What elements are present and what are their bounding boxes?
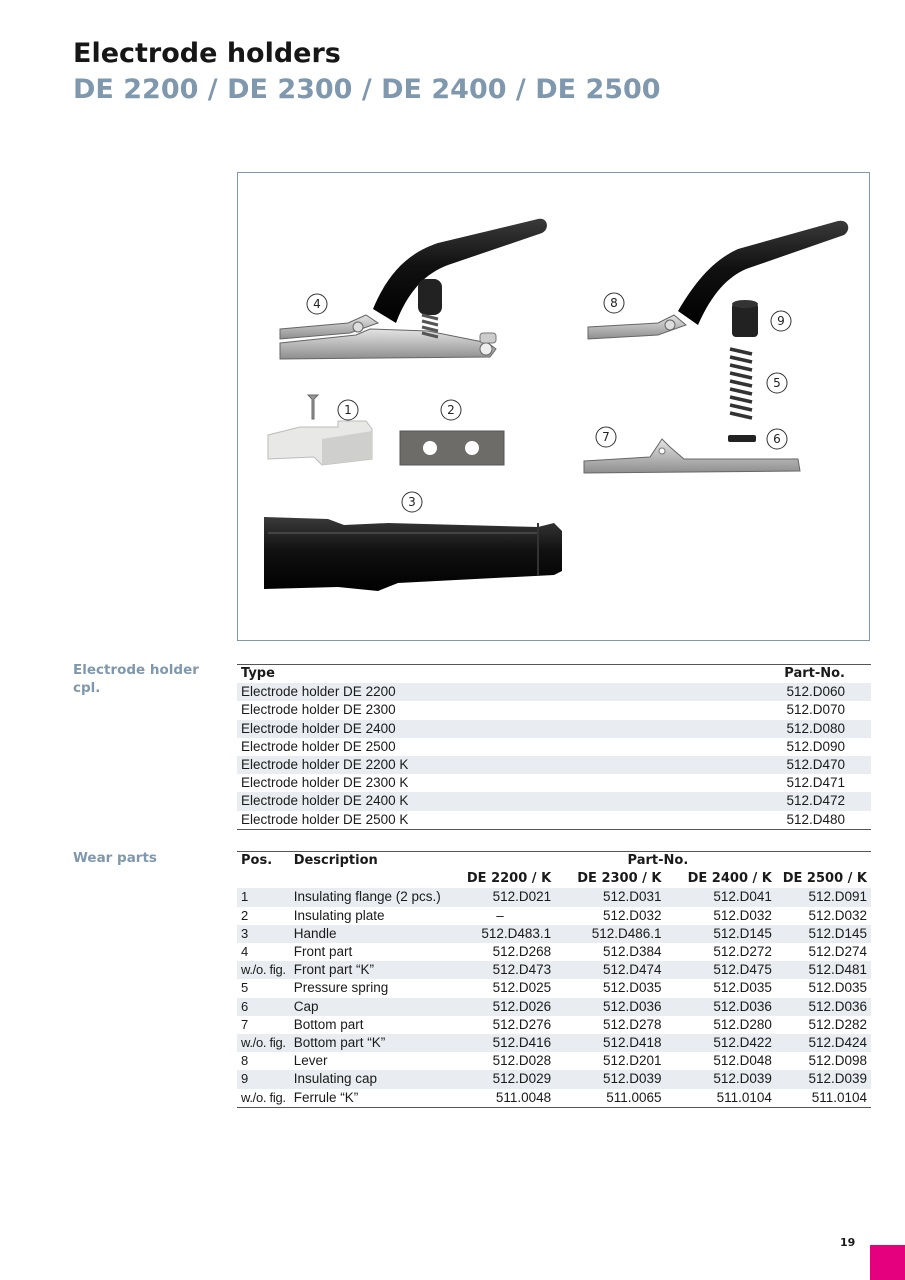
partno-de2400-cell: 512.D422 [666,1034,776,1052]
complete-holders-table [237,664,871,830]
pos-cell: w./o. fig. [237,961,290,979]
lever-part [588,221,848,339]
table-header-row [237,665,871,684]
pos-cell: 9 [237,1070,290,1088]
callout-8-label: 8 [610,296,618,310]
partno-cell: 512.D060 [655,683,871,701]
type-cell: Electrode holder DE 2300 K [241,775,409,791]
partno-de2300-cell: 512.D032 [602,907,662,923]
partno-de2400-cell: 511.0104 [716,1089,772,1105]
description-cell: Insulating plate [293,907,385,923]
partno-de2400-cell: 512.D035 [713,980,772,996]
description-cell: Cap [290,998,445,1016]
partno-de2400-cell: 512.D048 [713,1053,772,1069]
table-row [237,1070,871,1088]
partno-de2200-cell: 512.D028 [492,1053,552,1069]
table-row [237,943,871,961]
insulating-cap [732,303,758,337]
partno-de2500-cell: 512.D036 [776,998,871,1016]
partno-de2200-cell: 512.D026 [445,998,555,1016]
pos-cell: w./o. fig. [241,1089,286,1105]
handle-part [264,517,562,591]
partno-de2400-cell: 512.D475 [666,961,776,979]
partno-de2300-cell: 512.D035 [602,980,662,996]
table-row [237,774,871,792]
model-header-de2500: DE 2500 / K [782,871,867,887]
table-row [237,738,871,756]
empty-header-cell [237,870,290,888]
insulating-cap-top [732,300,758,308]
partno-de2200-cell: 512.D483.1 [445,925,555,943]
pos-cell: 4 [241,944,248,960]
description-column-header: Description [293,853,378,868]
complete-holders-body [237,683,871,829]
partno-cell: 512.D090 [786,738,845,754]
description-cell: Insulating flange (2 pcs.) [290,888,445,906]
exploded-view-figure [237,172,870,641]
wear-model-row [237,870,871,888]
partno-de2400-cell: 512.D272 [713,944,772,960]
table-row [237,683,871,701]
partno-de2300-cell: 512.D201 [602,1053,662,1069]
partno-de2400-cell: 512.D036 [666,998,776,1016]
partno-de2200-cell: 512.D276 [492,1016,552,1032]
model-header-de2200: DE 2200 / K [466,871,552,887]
type-cell: Electrode holder DE 2200 [237,683,655,701]
partno-de2300-cell: 512.D036 [555,998,665,1016]
callout-6-label: 6 [773,432,781,446]
partno-de2400-cell: 512.D145 [666,925,776,943]
bottom-part [584,439,800,473]
partno-cell: 512.D080 [655,720,871,738]
pos-cell: 1 [237,888,290,906]
table-row [237,701,871,719]
page-title: Electrode holders [73,38,341,69]
partno-group-header: Part-No. [627,853,689,868]
table-row [237,811,871,830]
pos-cell: 5 [241,980,248,996]
partno-de2200-cell: 512.D473 [445,961,555,979]
partno-de2300-cell: 512.D384 [602,944,662,960]
partno-cell: 512.D472 [655,792,871,810]
type-cell: Electrode holder DE 2400 K [237,792,655,810]
description-cell: Bottom part “K” [290,1034,445,1052]
partno-de2500-cell: 512.D039 [776,1070,871,1088]
partno-de2200-cell: 512.D029 [445,1070,555,1088]
partno-de2500-cell: 511.0104 [811,1089,867,1105]
partno-de2300-cell: 512.D418 [555,1034,665,1052]
partno-de2200-cell: 512.D268 [492,944,552,960]
wear-header-row [237,852,871,871]
callout-4-label: 4 [313,297,321,311]
partno-de2200-cell: – [496,907,504,923]
description-cell: Pressure spring [293,980,389,996]
table-row [237,961,871,979]
partno-column-header: Part-No. [784,666,845,681]
pos-cell: 2 [241,907,248,923]
insulating-plate [400,431,504,465]
partno-cell: 512.D480 [786,811,845,827]
partno-de2300-cell: 511.0065 [606,1089,662,1105]
pressure-spring [730,349,752,418]
type-cell: Electrode holder DE 2300 [241,702,396,718]
table-row [237,1052,871,1070]
partno-de2500-cell: 512.D282 [808,1016,867,1032]
type-cell: Electrode holder DE 2200 K [237,756,655,774]
description-cell: Ferrule “K” [293,1089,359,1105]
type-cell: Electrode holder DE 2500 [241,738,396,754]
type-cell: Electrode holder DE 2400 [237,720,655,738]
page-number: 19 [840,1236,856,1249]
table-row [237,1034,871,1052]
partno-cell: 512.D070 [786,702,845,718]
pos-cell: 6 [237,998,290,1016]
partno-de2300-cell: 512.D039 [555,1070,665,1088]
page-color-marker [870,1245,905,1280]
partno-de2200-cell: 512.D021 [445,888,555,906]
callout-1-label: 1 [344,403,352,417]
partno-de2500-cell: 512.D145 [776,925,871,943]
table-row [237,792,871,810]
table-row [237,720,871,738]
callout-9-label: 9 [777,314,785,328]
partno-de2300-cell: 512.D486.1 [555,925,665,943]
description-cell: Handle [290,925,445,943]
table-row [237,925,871,943]
table-row [237,888,871,906]
page-subtitle: DE 2200 / DE 2300 / DE 2400 / DE 2500 [73,74,661,105]
partno-de2500-cell: 512.D091 [776,888,871,906]
partno-cell: 512.D470 [655,756,871,774]
partno-de2200-cell: 512.D416 [445,1034,555,1052]
partno-de2500-cell: 512.D424 [776,1034,871,1052]
partno-de2300-cell: 512.D278 [602,1016,662,1032]
type-column-header: Type [241,666,275,681]
callout-2-label: 2 [447,403,455,417]
description-cell: Front part [293,944,353,960]
cap-part [728,435,756,442]
partno-de2500-cell: 512.D481 [776,961,871,979]
partno-de2500-cell: 512.D032 [808,907,867,923]
table-row [237,1089,871,1108]
parts-illustration [238,173,869,640]
partno-de2400-cell: 512.D032 [713,907,772,923]
empty-header-cell [290,870,445,888]
complete-holders-label: Electrode holder cpl. [73,662,199,696]
partno-de2500-cell: 512.D098 [808,1053,867,1069]
pos-cell: w./o. fig. [237,1034,290,1052]
pos-cell: 8 [241,1053,248,1069]
callout-3-label: 3 [408,495,416,509]
type-cell: Electrode holder DE 2500 K [241,811,409,827]
description-cell: Front part “K” [290,961,445,979]
callout-5-label: 5 [773,376,781,390]
table-row [237,907,871,925]
description-cell: Insulating cap [290,1070,445,1088]
pos-cell: 3 [237,925,290,943]
partno-cell: 512.D471 [786,775,845,791]
partno-de2400-cell: 512.D039 [666,1070,776,1088]
front-part-assembly [280,219,547,359]
description-cell: Bottom part [293,1016,364,1032]
pos-column-header: Pos. [241,853,273,868]
partno-de2400-cell: 512.D041 [666,888,776,906]
table-row [237,756,871,774]
partno-de2500-cell: 512.D274 [808,944,867,960]
partno-de2200-cell: 512.D025 [492,980,552,996]
pos-cell: 7 [241,1016,248,1032]
table-row [237,998,871,1016]
partno-de2300-cell: 512.D474 [555,961,665,979]
callout-7-label: 7 [602,430,610,444]
partno-de2500-cell: 512.D035 [808,980,867,996]
wear-parts-body [237,888,871,1107]
partno-de2200-cell: 511.0048 [495,1089,552,1105]
model-header-de2300: DE 2300 / K [577,871,662,887]
wear-parts-label: Wear parts [73,850,157,866]
partno-de2300-cell: 512.D031 [555,888,665,906]
model-header-de2400: DE 2400 / K [687,871,772,887]
table-row [237,1016,871,1034]
table-row [237,979,871,997]
wear-parts-table [237,851,871,1108]
description-cell: Lever [293,1053,328,1069]
partno-de2400-cell: 512.D280 [713,1016,772,1032]
